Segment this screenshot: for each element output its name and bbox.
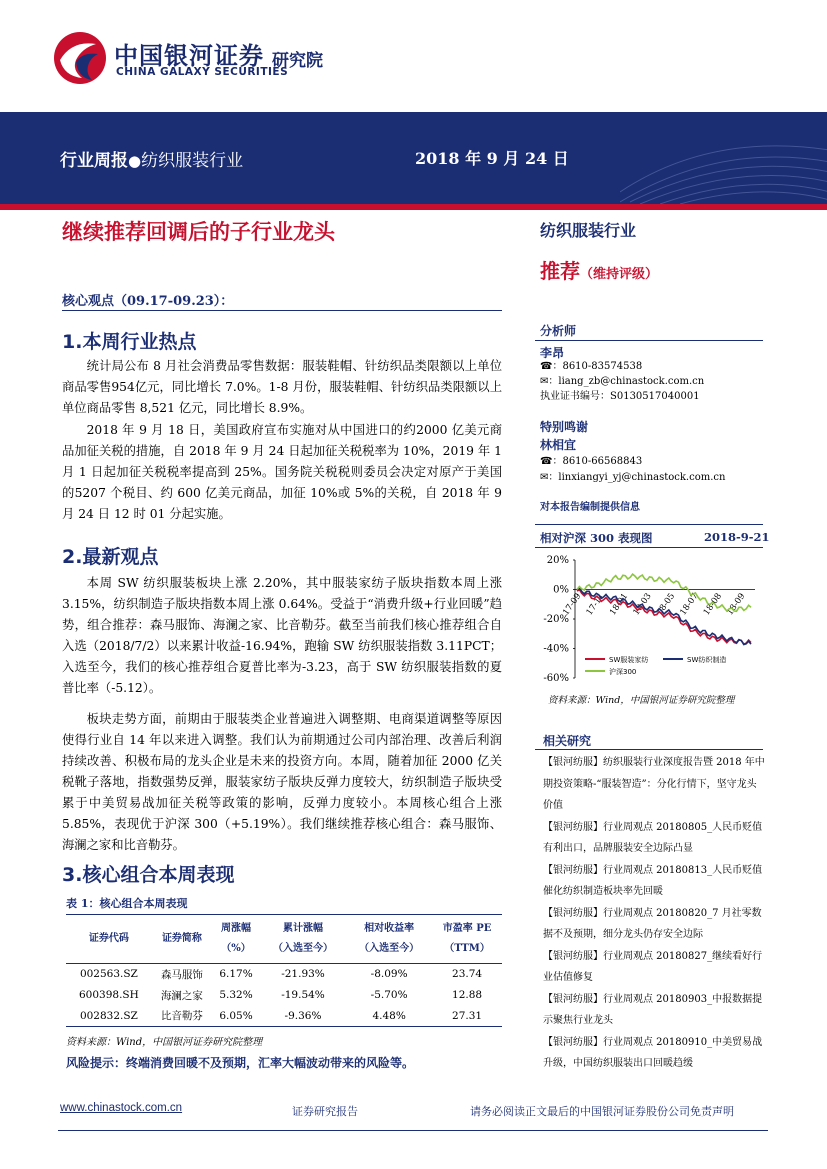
chart-date: 2018-9-21 [704,530,770,544]
brand-name-en: CHINA GALAXY SECURITIES [116,66,289,78]
section-1-title: 1.本周行业热点 [62,331,197,353]
sidebar-rating: 推荐（维持评级） [540,259,659,283]
thanks-name: 林相宜 [540,438,577,452]
table-row [66,985,502,1006]
related-item[interactable]: 【银河纺服】行业周观点 20180820_7 月社零数据不及预期，细分龙头仍存安全边际 [543,907,762,940]
cell: -19.54% [281,989,325,1001]
chart-source: 资料来源：Wind，中国银河证券研究院整理 [548,695,735,706]
divider [535,749,763,750]
galaxy-logo-icon [52,30,108,86]
footer-disclaimer: 请务必阅读正文最后的中国银河证券股份公司免责声明 [470,1105,734,1118]
col-header-cumulative: 累计涨幅 （入选至今） [260,915,346,964]
report-date: 2018 年 9 月 24 日 [415,149,569,168]
cell: -5.70% [370,989,408,1001]
thanks-note: 对本报告编制提供信息 [540,502,640,513]
thanks-phone: ☎：8610-66568843 [540,456,643,467]
related-item[interactable]: 【银河纺服】行业周观点 20180827_继续看好行业估值修复 [543,950,763,983]
y-tick-label: -40% [543,643,569,655]
core-view-heading: 核心观点（09.17-09.23）： [62,294,234,309]
cell: 600398.SH [79,989,139,1001]
risk-warning: 风险提示：终端消费回暖不及预期，汇率大幅波动带来的风险等。 [66,1056,415,1070]
x-tick-label: 17-11 [584,591,607,618]
section-2-title: 2.最新观点 [62,546,159,568]
table-source: 资料来源：Wind，中国银河证券研究院整理 [66,1037,263,1048]
legend-label: SW纺织制造 [687,656,727,664]
cell: 002832.SZ [66,1006,152,1027]
x-tick-label: 18-07 [678,591,701,618]
divider [535,340,763,341]
analyst-heading: 分析师 [540,324,577,338]
section-2-paragraph-2: 板块走势方面，前期由于服装类企业普遍进入调整期、电商渠道调整等原因使得行业自 14 年以来进入调整。我们认为前期通过公司内部治理、改善后利润持续改善、积极布局的龙头企业是未来的投资方向。本周，随着加征 2000 亿关税靴子落地，指数强势反弹，服装家纺子版块反弹力度较大，纺织制造子版块受累于中美贸易战加征关税等政策的影响，反弹力度较小。本周核心组合上涨 5.85%，表现优于沪深 300（+5.19%）。我们继续推荐核心组合：森马服饰、海澜之家和比音勒芬。 [62,712,502,852]
cell: 5.32% [219,989,253,1001]
chart-title: 相对沪深 300 表现图 [540,531,653,545]
cell: 23.74 [452,968,483,981]
report-title: 继续推荐回调后的子行业龙头 [62,219,335,244]
cell: 海澜之家 [160,989,203,1002]
sidebar-industry: 纺织服装行业 [540,221,637,240]
analyst-name: 李昂 [540,346,565,360]
cell: 002563.SZ [79,968,138,981]
x-tick-label: 18-03 [631,591,654,618]
table-row [66,964,502,985]
legend-label: 沪深300 [609,668,637,676]
footer-divider [58,1130,768,1131]
analyst-phone: ☎：8610-83574538 [540,361,643,372]
brand-dept: 研究院 [272,51,323,71]
related-item[interactable]: 【银河纺服】行业周观点 20180813_人民币贬值催化纺织制造板块率先回暖 [543,864,763,897]
section-1-paragraph-1: 统计局公布 8 月社会消费品零售数据：服装鞋帽、针纺织品类限额以上单位商品零售954亿元，同比增长 7.0%。1-8 月份，服装鞋帽、针纺织品类限额以上单位商品零售 8,521 亿元，同比增长 8.9%。 [62,359,502,415]
cell: -8.09% [370,968,408,981]
cell: 比音勒芬 [152,1006,212,1027]
relative-performance-chart [535,548,763,688]
legend-label: SW服装家纺 [609,656,649,664]
divider [535,524,763,525]
thanks-email: ✉：linxiangyi_yj@chinastock.com.cn [540,472,726,483]
y-tick-label: -60% [543,673,569,684]
section-3-title: 3.核心组合本周表现 [62,864,235,886]
col-header-relative: 相对收益率 （入选至今） [346,915,432,964]
x-tick-label: 18-01 [608,591,631,618]
footer-url[interactable]: www.chinastock.com.cn [60,1102,183,1114]
col-header-weekly: 周涨幅 （%） [212,915,260,964]
x-tick-label: 18-08 [701,591,725,618]
col-header-pe: 市盈率 PE （TTM） [432,915,502,964]
cell: 6.17% [219,968,253,981]
analyst-email: ✉：liang_zb@chinastock.com.cn [540,376,705,387]
table-row [66,1006,502,1027]
portfolio-table [66,914,502,1027]
table-header-row [66,915,502,964]
cell: 27.31 [432,1006,502,1027]
section-2-paragraph-1: 本周 SW 纺织服装板块上涨 2.20%，其中服装家纺子版块指数本周上涨 3.15%，纺织制造子版块指数本周上涨 0.64%。受益于“消费升级+行业回暖”趋势，组合推荐：森马服饰、海澜之家、比音勒芬。截至当前我们核心推荐组合自入选（2018/7/2）以来累计收益-16.94%，跑输 SW 纺织服装指数 3.11PCT；入选至今，我们的核心推荐组合夏普比率为-3.23，高于 SW 纺织服装指数的夏普比率（-5.12）。 [62,576,502,695]
col-header-code: 证券代码 [66,915,152,964]
related-item[interactable]: 【银河纺服】行业周观点 20180805_人民币贬值有利出口，品牌服装安全边际凸显 [543,821,763,854]
cell: -21.93% [281,968,325,981]
related-research-list [543,752,765,1075]
footer-doc-type: 证券研究报告 [292,1105,358,1118]
analyst-cert: 执业证书编号：S0130517040001 [540,391,700,402]
divider [62,310,502,311]
report-type-label: 行业周报●纺织服装行业 [60,151,244,171]
related-research-heading: 相关研究 [543,734,592,748]
cell: 4.48% [346,1006,432,1027]
related-item[interactable]: 【银河纺服】行业周观点 20180903_中报数据提示聚焦行业龙头 [543,993,763,1026]
table-title: 表 1：核心组合本周表现 [66,897,188,910]
x-tick-label: 18-09 [725,591,748,618]
cell: 森马服饰 [160,968,203,981]
col-header-name: 证券简称 [152,915,212,964]
y-tick-label: 20% [546,555,569,566]
thanks-heading: 特别鸣谢 [540,420,589,434]
x-tick-label: 17-09 [561,591,584,618]
y-tick-label: 0% [553,584,569,596]
cell: 12.88 [452,989,483,1001]
banner-decoration-icon [620,132,827,204]
related-item[interactable]: 【银河纺服】行业周观点 20180910_中美贸易战升级，中国纺织服装出口回暖趋缓 [543,1036,763,1069]
related-item[interactable]: 【银河纺服】纺织服装行业深度报告暨 2018 年中期投资策略-“服装智造”：分化行情下，坚守龙头价值 [543,757,765,811]
x-tick-label: 18-05 [654,591,678,618]
brand-name-cn: 中国银河证券 [114,42,264,70]
y-tick-label: -20% [543,614,569,625]
cell: -9.36% [260,1006,346,1027]
section-1-paragraph-2: 2018 年 9 月 18 日，美国政府宣布实施对从中国进口的约2000 亿美元商品加征关税的措施，自 2018 年 9 月 24 日起加征关税税率为 10%，2019 年 1 月 1 日起加征关税税率提高到 25%。国务院关税税则委员会决定对原产于美国的5207 个税目、约 600 亿美元商品，加征 10%或 5%的关税，自 2018 年 9 月 24 日 12 时 01 分起实施。 [62,423,502,521]
cell: 6.05% [212,1006,260,1027]
